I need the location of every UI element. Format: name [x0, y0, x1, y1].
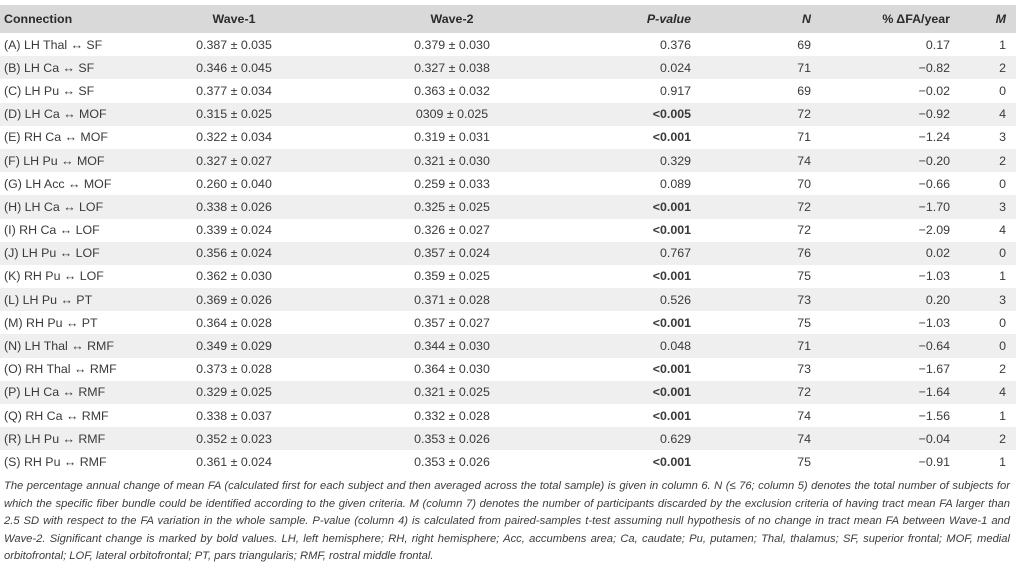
cell-connection: (K) RH Pu ↔ LOF	[4, 269, 104, 284]
cell-n: 72	[797, 385, 811, 400]
table-row	[0, 149, 1016, 172]
cell-wave1: 0.373 ± 0.028	[196, 362, 272, 377]
cell-connection: (M) RH Pu ↔ PT	[4, 315, 98, 330]
cell-wave1: 0.338 ± 0.026	[196, 199, 272, 214]
cell-dfa-per-year: 0.02	[925, 246, 950, 261]
cell-connection: (I) RH Ca ↔ LOF	[4, 223, 100, 238]
cell-wave2: 0.363 ± 0.032	[414, 83, 490, 98]
header-pvalue: P-value	[646, 12, 691, 26]
header-connection: Connection	[4, 12, 73, 26]
table-row	[0, 288, 1016, 311]
cell-n: 73	[797, 292, 811, 307]
cell-n: 74	[797, 431, 811, 446]
cell-wave2: 0.327 ± 0.038	[414, 60, 490, 75]
cell-pvalue: <0.001	[652, 362, 691, 377]
cell-pvalue: 0.629	[659, 431, 691, 446]
table-row	[0, 265, 1016, 288]
cell-dfa-per-year: −0.82	[918, 60, 950, 75]
cell-pvalue: <0.001	[652, 269, 691, 284]
cell-wave2: 0.325 ± 0.025	[414, 199, 490, 214]
cell-m: 1	[999, 269, 1006, 284]
cell-wave1: 0.315 ± 0.025	[196, 107, 272, 122]
cell-dfa-per-year: −0.20	[918, 153, 950, 168]
cell-wave1: 0.329 ± 0.025	[196, 385, 272, 400]
cell-wave1: 0.322 ± 0.034	[196, 130, 272, 145]
table-row	[0, 126, 1016, 149]
cell-m: 4	[999, 107, 1006, 122]
cell-wave2: 0.332 ± 0.028	[414, 408, 490, 423]
cell-wave1: 0.387 ± 0.035	[196, 37, 272, 52]
cell-wave1: 0.361 ± 0.024	[196, 454, 272, 469]
header-wave1: Wave-1	[212, 12, 256, 26]
table-row	[0, 33, 1016, 56]
cell-dfa-per-year: −0.02	[918, 83, 950, 98]
cell-wave1: 0.369 ± 0.026	[196, 292, 272, 307]
cell-n: 69	[797, 83, 811, 98]
cell-wave2: 0.357 ± 0.024	[414, 246, 490, 261]
table-row	[0, 195, 1016, 218]
cell-wave1: 0.362 ± 0.030	[196, 269, 272, 284]
cell-wave1: 0.356 ± 0.024	[196, 246, 272, 261]
cell-pvalue: 0.329	[659, 153, 691, 168]
cell-wave1: 0.364 ± 0.028	[196, 315, 272, 330]
header-n: N	[802, 12, 811, 26]
cell-wave1: 0.339 ± 0.024	[196, 223, 272, 238]
cell-dfa-per-year: −1.70	[918, 199, 950, 214]
cell-m: 1	[999, 408, 1006, 423]
cell-pvalue: 0.917	[659, 83, 691, 98]
cell-dfa-per-year: −0.04	[918, 431, 950, 446]
cell-n: 69	[797, 37, 811, 52]
cell-m: 4	[999, 223, 1006, 238]
cell-m: 3	[999, 199, 1006, 214]
cell-wave2: 0.357 ± 0.027	[414, 315, 490, 330]
cell-wave1: 0.327 ± 0.027	[196, 153, 272, 168]
cell-wave2: 0.259 ± 0.033	[414, 176, 490, 191]
cell-m: 0	[999, 315, 1006, 330]
cell-n: 71	[797, 60, 811, 75]
cell-wave1: 0.352 ± 0.023	[196, 431, 272, 446]
cell-n: 71	[797, 130, 811, 145]
cell-wave1: 0.346 ± 0.045	[196, 60, 272, 75]
cell-connection: (C) LH Pu ↔ SF	[4, 83, 95, 98]
cell-m: 1	[999, 454, 1006, 469]
table-row	[0, 56, 1016, 79]
cell-n: 72	[797, 107, 811, 122]
cell-dfa-per-year: −0.91	[918, 454, 950, 469]
cell-pvalue: <0.005	[652, 107, 691, 122]
cell-n: 73	[797, 362, 811, 377]
header-m: M	[995, 12, 1006, 26]
table-row	[0, 103, 1016, 126]
cell-n: 75	[797, 269, 811, 284]
cell-pvalue: 0.048	[659, 339, 691, 354]
cell-wave1: 0.377 ± 0.034	[196, 83, 272, 98]
cell-wave2: 0.326 ± 0.027	[414, 223, 490, 238]
table-body	[0, 33, 1016, 474]
cell-connection: (D) LH Ca ↔ MOF	[4, 107, 107, 122]
table-row	[0, 311, 1016, 334]
cell-connection: (Q) RH Ca ↔ RMF	[4, 408, 109, 423]
table-row	[0, 450, 1016, 473]
cell-wave1: 0.338 ± 0.037	[196, 408, 272, 423]
cell-n: 75	[797, 315, 811, 330]
cell-connection: (S) RH Pu ↔ RMF	[4, 454, 107, 469]
cell-pvalue: <0.001	[652, 408, 691, 423]
cell-connection: (A) LH Thal ↔ SF	[4, 37, 103, 52]
cell-pvalue: 0.767	[659, 246, 691, 261]
cell-wave2: 0.344 ± 0.030	[414, 339, 490, 354]
table-row	[0, 79, 1016, 102]
cell-m: 2	[999, 431, 1006, 446]
cell-dfa-per-year: −1.03	[918, 269, 950, 284]
fa-change-table	[0, 5, 1016, 474]
cell-n: 71	[797, 339, 811, 354]
cell-wave1: 0.260 ± 0.040	[196, 176, 272, 191]
cell-wave2: 0.364 ± 0.030	[414, 362, 490, 377]
cell-wave2: 0.321 ± 0.030	[414, 153, 490, 168]
cell-wave2: 0.321 ± 0.025	[414, 385, 490, 400]
cell-dfa-per-year: −1.64	[918, 385, 950, 400]
cell-dfa-per-year: −1.67	[918, 362, 950, 377]
cell-connection: (L) LH Pu ↔ PT	[4, 292, 93, 307]
cell-wave2: 0.319 ± 0.031	[414, 130, 490, 145]
cell-wave2: 0.379 ± 0.030	[414, 37, 490, 52]
cell-connection: (G) LH Acc ↔ MOF	[4, 176, 112, 191]
table-row	[0, 172, 1016, 195]
cell-pvalue: 0.526	[659, 292, 691, 307]
cell-m: 3	[999, 292, 1006, 307]
cell-dfa-per-year: −2.09	[918, 223, 950, 238]
cell-pvalue: <0.001	[652, 199, 691, 214]
cell-dfa-per-year: −0.92	[918, 107, 950, 122]
cell-m: 0	[999, 83, 1006, 98]
cell-connection: (B) LH Ca ↔ SF	[4, 60, 95, 75]
cell-pvalue: 0.089	[659, 176, 691, 191]
table-header-row	[0, 5, 1016, 33]
cell-connection: (N) LH Thal ↔ RMF	[4, 339, 114, 354]
cell-m: 1	[999, 37, 1006, 52]
cell-connection: (O) RH Thal ↔ RMF	[4, 362, 117, 377]
cell-wave2: 0.353 ± 0.026	[414, 454, 490, 469]
cell-pvalue: 0.024	[659, 60, 691, 75]
cell-pvalue: <0.001	[652, 454, 691, 469]
header-wave2: Wave-2	[430, 12, 474, 26]
cell-wave2: 0309 ± 0.025	[415, 107, 489, 122]
cell-pvalue: <0.001	[652, 315, 691, 330]
cell-wave1: 0.349 ± 0.029	[196, 339, 272, 354]
cell-pvalue: <0.001	[652, 130, 691, 145]
cell-dfa-per-year: 0.17	[925, 37, 950, 52]
cell-m: 0	[999, 246, 1006, 261]
table-row	[0, 427, 1016, 450]
table-caption: The percentage annual change of mean FA (calculated first for each subject and then averaged across the total sample) is given in column 6. N (≤ 76; column 5) denotes the total number of subjects for which the specific fiber bundle could be identified according to the given criteria. M (column 7) denotes the number of participants discarded by the exclusion criteria of having tract mean FA larger than 2.5 SD with respect to the FA variation in the whole sample. P-value (column 4) is calculated from paired-samples t-test assuming null hypothesis of no change in tract mean FA between Wave-1 and Wave-2. Significant change is marked by bold values. LH, left hemisphere; RH, right hemisphere; Acc, accumbens area; Ca, caudate; Pu, putamen; Thal, thalamus; SF, superior frontal; MOF, medial orbitofrontal; LOF, lateral orbitofrontal; PT, pars triangularis; RMF, rostral middle frontal.	[4, 480, 1010, 563]
cell-n: 75	[797, 454, 811, 469]
cell-dfa-per-year: −0.64	[918, 339, 950, 354]
header-dfa-per-year: % ΔFA/year	[882, 12, 950, 26]
cell-m: 2	[999, 362, 1006, 377]
cell-n: 72	[797, 199, 811, 214]
cell-dfa-per-year: −1.03	[918, 315, 950, 330]
table-row	[0, 242, 1016, 265]
cell-wave2: 0.353 ± 0.026	[414, 431, 490, 446]
table-row	[0, 381, 1016, 404]
table-row	[0, 358, 1016, 381]
cell-dfa-per-year: −1.56	[918, 408, 950, 423]
cell-m: 4	[999, 385, 1006, 400]
cell-n: 70	[797, 176, 811, 191]
cell-pvalue: <0.001	[652, 223, 691, 238]
table-row	[0, 334, 1016, 357]
cell-wave2: 0.359 ± 0.025	[414, 269, 490, 284]
cell-connection: (P) LH Ca ↔ RMF	[4, 385, 106, 400]
cell-n: 74	[797, 408, 811, 423]
cell-pvalue: <0.001	[652, 385, 691, 400]
cell-m: 0	[999, 176, 1006, 191]
cell-connection: (J) LH Pu ↔ LOF	[4, 246, 100, 261]
cell-m: 3	[999, 130, 1006, 145]
cell-connection: (E) RH Ca ↔ MOF	[4, 130, 108, 145]
cell-m: 2	[999, 153, 1006, 168]
cell-wave2: 0.371 ± 0.028	[414, 292, 490, 307]
cell-m: 2	[999, 60, 1006, 75]
cell-connection: (F) LH Pu ↔ MOF	[4, 153, 105, 168]
cell-n: 76	[797, 246, 811, 261]
cell-m: 0	[999, 339, 1006, 354]
cell-connection: (R) LH Pu ↔ RMF	[4, 431, 106, 446]
cell-dfa-per-year: −0.66	[918, 176, 950, 191]
cell-pvalue: 0.376	[659, 37, 691, 52]
cell-n: 72	[797, 223, 811, 238]
cell-dfa-per-year: −1.24	[918, 130, 950, 145]
table-row	[0, 219, 1016, 242]
cell-connection: (H) LH Ca ↔ LOF	[4, 199, 104, 214]
cell-n: 74	[797, 153, 811, 168]
table-row	[0, 404, 1016, 427]
cell-dfa-per-year: 0.20	[925, 292, 950, 307]
